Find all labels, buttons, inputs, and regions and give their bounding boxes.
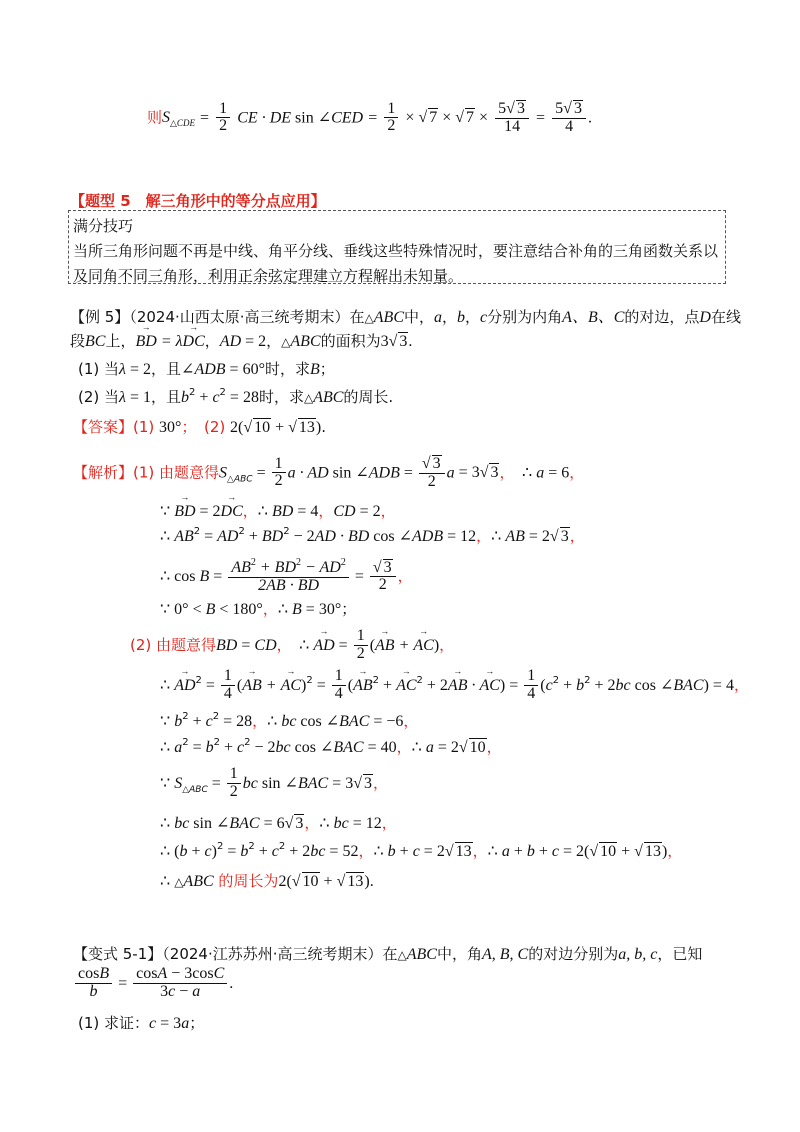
tip-body: 当所三角形问题不再是中线、角平分线、垂线这些特殊情况时，要注意结合补角的三角函数关系以及同角不同三角形，利用正余弦定理建立方程解出未知量。	[73, 242, 719, 285]
analysis-line-12: ∴ $(b + c)^2 = b^2 + c^2 + 2bc = 52$，∴ b + c = 2√ 13，∴ a + b + c = 2(√ 10 + √ 13)，	[160, 841, 683, 860]
answer-line: 【答案】(1) 30°； (2) 2(√ 10 + √ 13).	[73, 418, 327, 436]
tip-box	[68, 210, 726, 284]
analysis-line-4: ∴ cos B = $\frac{AB^2 + BD^2 - AD^2}{2AB \cdot BD}$ = $\frac{√ 3}{2}$ ，	[160, 557, 413, 594]
then-label: 则	[147, 108, 163, 127]
analysis-line-11: ∴ bc sin ∠BAC = 6√ 3，∴ bc = 12，	[160, 814, 397, 832]
analysis-line-13: ∴ △ABC 的周长为2(√ 10 + √ 13).	[160, 872, 374, 890]
example-question-2: (2) 当λ = 1，且$b^2 + c^2 = 28$时，求△ABC的周长.	[78, 387, 394, 406]
variant-label: 【变式 5-1】	[73, 945, 163, 963]
analysis-line-9: ∴ $a^2 = b^2 + c^2 - 2bc$ cos ∠BAC = 40，∴ a = 2√ 10，	[160, 737, 502, 756]
analysis-line-1: 【解析】(1) 由题意得$S_{\triangle ABC}$ = $\frac{1}{2}$ a · AD sin ∠ADB = $\frac{√ 3}{2}$ a = 3√ 3， ∴ a = 6，	[73, 454, 585, 490]
variant-stem-line1: 【变式 5-1】（2024·江苏苏州·高三统考期末）在△ABC中，角A, B, C的对边分别为a, b, c，已知	[73, 945, 703, 963]
analysis-line-7: ∴ AD →$^2$ = $\frac{1}{4}$ (AB → + AC →)$^2$ = $\frac{1}{4}$ (AB →$^2$ + AC →$^2$ + 2AB → · AC →) = $\frac{1}{4}$ ($c^2 + b^2 + 2bc$ cos ∠BAC) = 4，	[160, 668, 749, 703]
analysis-line-2: ∵ BD → = 2DC →，∴ BD = 4，CD = 2，	[160, 500, 396, 521]
analysis-line-10: ∵ $S_{\triangle ABC}$ = $\frac{1}{2}$ bc sin ∠BAC = 3√ 3，	[160, 765, 388, 800]
example-source: （2024·山西太原·高三统考期末）	[129, 308, 350, 326]
variant-given-equation: $\frac{\cos B}{b}$ = $\frac{\cos A - 3\cos C}{3c - a}$ .	[73, 966, 233, 1001]
answer-label: 【答案】	[73, 418, 134, 436]
analysis-line-6: (2) 由题意得BD = CD， ∴ AD → = $\frac{1}{2}$ (AB → + AC →)，	[130, 628, 454, 663]
example-stem-line2: 段BC上，BD → = λDC →，AD = 2，△ABC的面积为3√ 3.	[70, 330, 412, 351]
section-title: 【题型 5 解三角形中的等分点应用】	[70, 192, 326, 210]
analysis-line-5: ∵ 0° < B < 180°，∴ B = 30°；	[160, 600, 357, 618]
tip-heading: 满分技巧	[73, 217, 134, 235]
analysis-line-8: ∵ $b^2 + c^2 = 28$，∴ bc cos ∠BAC = −6，	[160, 711, 419, 730]
example-label: 【例 5】	[70, 308, 130, 326]
example-question-1: (1) 当λ = 2，且∠ADB = 60°时，求B；	[78, 360, 335, 378]
analysis-line-3: ∴ $AB^2 = AD^2 + BD^2 - 2AD$ · BD cos ∠ADB = 12，∴ AB = 2√ 3，	[160, 526, 585, 545]
variant-source: （2024·江苏苏州·高三统考期末）	[162, 945, 383, 963]
analysis-label: 【解析】	[73, 463, 134, 482]
variant-question-1: (1) 求证：c = 3a；	[78, 1014, 205, 1032]
example-stem-line1: 【例 5】（2024·山西太原·高三统考期末）在△ABC中，a，b，c分别为内角A、B、C的对边，点D在线	[70, 308, 741, 326]
prev-solution-line: 则$S_{\triangle CDE}$ = $\frac{1}{2}$ CE · DE sin ∠CED = $\frac{1}{2}$ × √ 7 × √ 7 × $\frac{5√ 3}{14}$ = $\frac{5√ 3}{4}$ .	[147, 99, 592, 135]
